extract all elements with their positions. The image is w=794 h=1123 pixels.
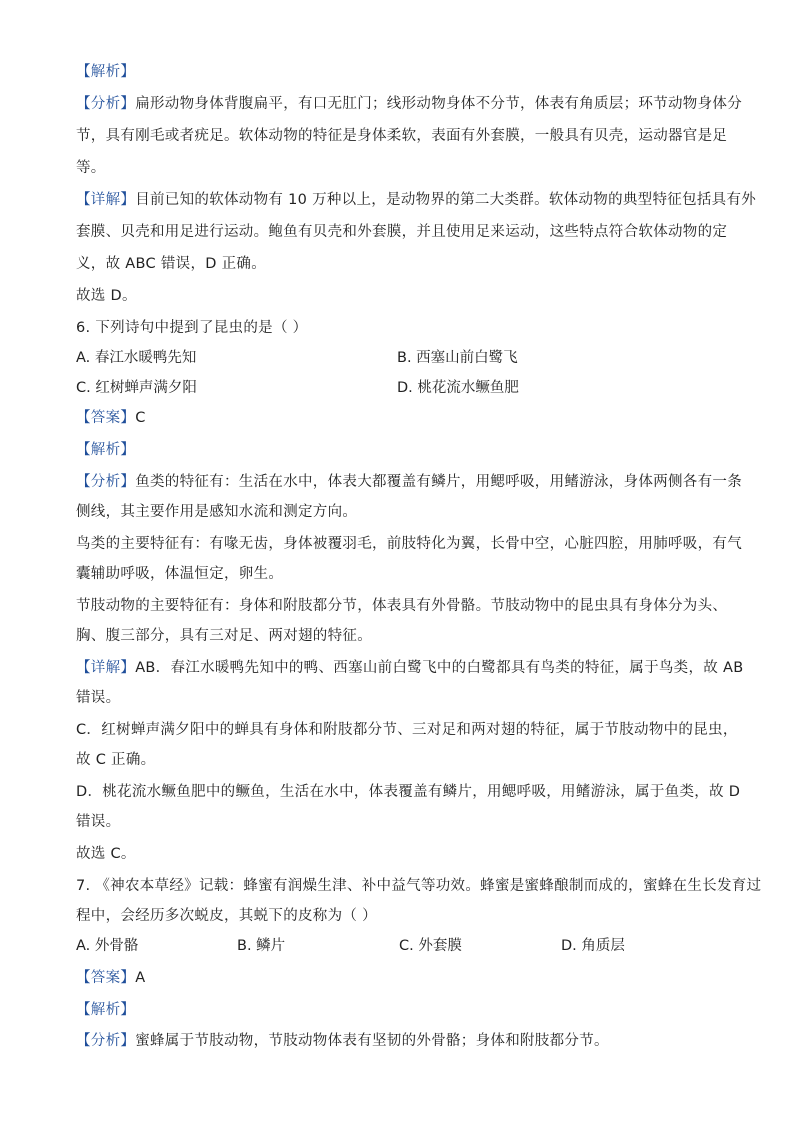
option-a: A. 春江水暖鸭先知	[76, 350, 197, 366]
answer-line: 【答案】A	[76, 970, 146, 986]
text-line: 【详解】AB．春江水暖鸭先知中的鸭、西塞山前白鹭飞中的白鹭都具有鸟类的特征，属于鸟类，故 AB	[76, 660, 744, 676]
question-6: 6. 下列诗句中提到了昆虫的是（ ）	[76, 320, 308, 336]
section-tag: 【分析】	[76, 1033, 136, 1049]
text-line: 错误。	[76, 814, 121, 830]
text-line: 义，故 ABC 错误，D 正确。	[76, 256, 267, 272]
text-line: 故选 D。	[76, 288, 137, 304]
text-line: 鸟类的主要特征有：有喙无齿，身体被覆羽毛，前肢特化为翼，长骨中空，心脏四腔，用肺呼吸，有气	[76, 536, 742, 552]
text-line: 故选 C。	[76, 846, 136, 862]
section-tag: 【解析】	[76, 1002, 136, 1018]
text-line: 节，具有刚毛或者疣足。软体动物的特征是身体柔软，表面有外套膜，一般具有贝壳，运动器官是足	[76, 128, 728, 144]
text-line: 错误。	[76, 690, 121, 706]
option-d: D. 桃花流水鳜鱼肥	[397, 380, 519, 396]
question-7: 程中，会经历多次蜕皮，其蜕下的皮称为（ ）	[76, 908, 377, 924]
text-line	[76, 62, 135, 82]
section-tag: 【答案】	[76, 970, 136, 986]
text-line: D．桃花流水鳜鱼肥中的鳜鱼，生活在水中，体表覆盖有鳞片，用鳃呼吸，用鳍游泳，属于鱼类，故 D	[76, 784, 741, 800]
text-line: 节肢动物的主要特征有：身体和附肢都分节，体表具有外骨骼。节肢动物中的昆虫具有身体分为头、	[76, 598, 728, 614]
text-line: 故 C 正确。	[76, 752, 156, 768]
text-line: 胸、腹三部分，具有三对足、两对翅的特征。	[76, 628, 372, 644]
text-line: 【详解】目前已知的软体动物有 10 万种以上，是动物界的第二大类群。软体动物的典型特征包括具有外	[76, 192, 757, 208]
text-line	[76, 1000, 135, 1020]
option-a: A. 外骨骼	[76, 938, 139, 954]
text-line: 套膜、贝壳和用足进行运动。鲍鱼有贝壳和外套膜，并且使用足来运动，这些特点符合软体动物的定	[76, 224, 728, 240]
section-tag: 【解析】	[76, 442, 136, 458]
text-line	[76, 440, 135, 460]
section-tag: 【分析】	[76, 96, 136, 112]
text-line: 等。	[76, 160, 106, 176]
text-line: 【分析】蜜蜂属于节肢动物，节肢动物体表有坚韧的外骨骼；身体和附肢都分节。	[76, 1033, 609, 1049]
text-line: 囊辅助呼吸，体温恒定，卵生。	[76, 566, 284, 582]
option-b: B. 西塞山前白鹭飞	[397, 350, 518, 366]
section-tag: 【详解】	[76, 660, 136, 676]
option-c: C. 外套膜	[399, 938, 462, 954]
text-line: 侧线，其主要作用是感知水流和测定方向。	[76, 504, 358, 520]
section-tag: 【分析】	[76, 474, 136, 490]
section-tag: 【答案】	[76, 410, 136, 426]
section-tag: 【解析】	[76, 64, 136, 80]
option-d: D. 角质层	[561, 938, 625, 954]
question-7: 7. 《神农本草经》记载：蜂蜜有润燥生津、补中益气等功效。蜂蜜是蜜蜂酿制而成的，蜜蜂在生长发育过	[76, 878, 762, 894]
option-c: C. 红树蝉声满夕阳	[76, 380, 197, 396]
section-tag: 【详解】	[76, 192, 136, 208]
option-b: B. 鳞片	[237, 938, 286, 954]
text-line: 【分析】扁形动物身体背腹扁平，有口无肛门；线形动物身体不分节，体表有角质层；环节动物身体分	[76, 96, 742, 112]
text-line: C．红树蝉声满夕阳中的蝉具有身体和附肢都分节、三对足和两对翅的特征，属于节肢动物中的昆虫，	[76, 722, 738, 738]
text-line: 【分析】鱼类的特征有：生活在水中，体表大都覆盖有鳞片，用鳃呼吸，用鳍游泳，身体两侧各有一条	[76, 474, 742, 490]
answer-line: 【答案】C	[76, 410, 146, 426]
